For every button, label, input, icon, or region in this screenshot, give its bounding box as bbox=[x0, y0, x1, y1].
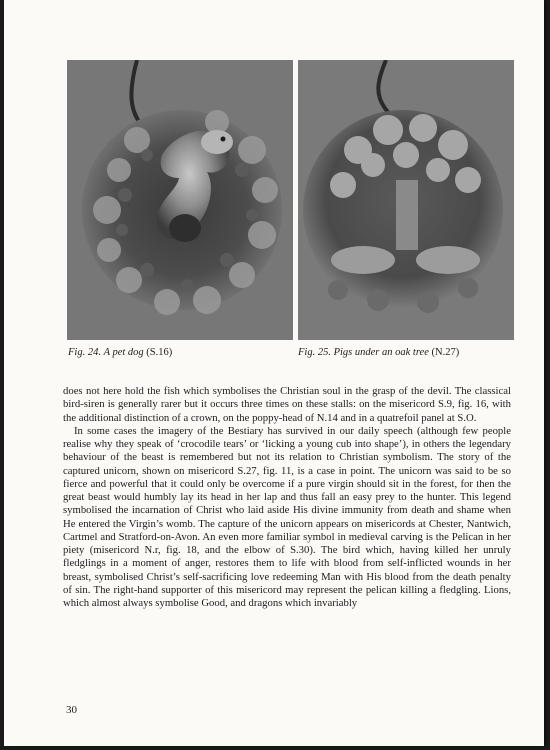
figure-caption-24 bbox=[68, 347, 172, 358]
body-text bbox=[63, 385, 511, 610]
carving-image-dog bbox=[67, 60, 293, 340]
page-number: 30 bbox=[66, 704, 77, 716]
photo-pet-dog-carving bbox=[67, 60, 293, 340]
figure-number: Fig. 24. bbox=[68, 347, 101, 358]
figure-caption-25 bbox=[298, 347, 459, 358]
figure-reference: (N.27) bbox=[431, 347, 460, 358]
carving-image-pigs bbox=[298, 60, 514, 340]
figure-title: A pet dog bbox=[103, 347, 144, 358]
paragraph: In some cases the imagery of the Bestiary has survived in our daily speech (although few people realise why they speak of ‘crocodile tears’ or ‘licking a young cub into shape’), in others the legendary behaviour of the beast is remembered but not its relation to Christian symbolism. The story of the captured unicorn, shown on misericord S.27, fig. 11, is a case in point. The unicorn was said to be so fierce and powerful that it could only be overcome if a pure virgin should sit in the forest, for then the great beast would humbly lay its head in her lap and thus fall an easy prey to the hunter. This legend symbolised the incarnation of Christ who laid aside His divine immunity from death and shame when He entered the Virgin’s womb. The capture of the unicorn appears on misericords at Chester, Nantwich, Cartmel and Stratford-on-Avon. An even more familiar symbol in medieval carving is the Pelican in her piety (misericord N.r, fig. 18, and the elbow of S.30). The bird which, having killed her unruly fledglings in a moment of anger, restores them to life with blood from self-inflicted wounds in her breast, symbolised Christ’s self-sacrificing love redeeming Man with His blood from the death penalty of sin. The right-hand supporter of this misericord may represent the pelican killing a fledgling. Lions, which almost always symbolise Good, and dragons which invariably bbox=[63, 424, 511, 609]
photo-pigs-oak-tree-carving bbox=[298, 60, 514, 340]
figure-reference: (S.16) bbox=[146, 347, 173, 358]
figure-title: Pigs under an oak tree bbox=[333, 347, 429, 358]
figure-number: Fig. 25. bbox=[298, 347, 331, 358]
paragraph: does not here hold the fish which symbolises the Christian soul in the grasp of the devil. The classical bird-siren is generally rarer but it occurs three times on these stalls: on the misericord S.9, fig. 16, with the additional distinction of a crown, on the poppy-head of N.14 and in a quatrefoil panel at S.O. bbox=[63, 385, 511, 424]
book-page bbox=[4, 0, 544, 746]
